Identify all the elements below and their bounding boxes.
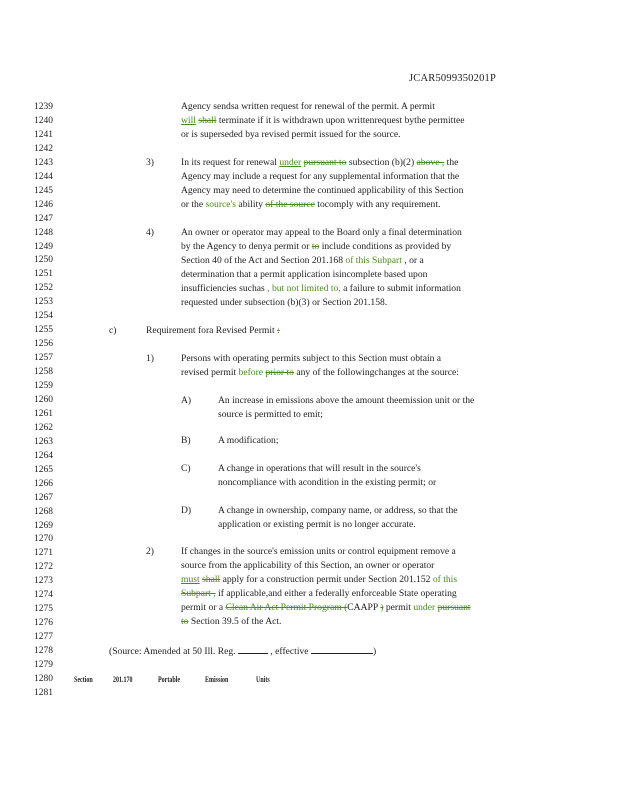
line-number: 1259 [34, 381, 53, 391]
section-heading-word: Portable [158, 675, 180, 684]
line-number: 1257 [34, 353, 53, 364]
text-line-1257: Persons with operating permits subject to this Section must obtain a [181, 353, 442, 364]
insertion: of this [432, 574, 458, 585]
blank-effective-date [311, 644, 373, 654]
deletion: of the source [265, 199, 315, 210]
list-marker-c: c) [109, 325, 117, 336]
line-number: 1270 [34, 534, 53, 545]
deletion: pursuant [437, 602, 471, 613]
line-number: 1241 [34, 129, 53, 140]
line-number: 1252 [34, 283, 53, 294]
text-line-1275 [181, 602, 471, 614]
insertion: under [279, 157, 302, 168]
line-number: 1249 [34, 241, 53, 252]
line-number: 1250 [34, 255, 53, 266]
text: In its request for renewal [181, 157, 280, 168]
text-line-1268: A change in ownership, company name, or address, so that the [218, 505, 458, 516]
line-number: 1263 [34, 436, 53, 447]
line-number: 1254 [34, 311, 53, 322]
deletion: shall [202, 574, 221, 585]
line-number: 1277 [34, 632, 53, 643]
text-line-1240 [181, 115, 465, 127]
text-line-1249 [181, 241, 451, 253]
line-number: 1267 [34, 492, 53, 503]
text-line-1243 [181, 157, 458, 169]
text: permit or a [181, 602, 226, 613]
line-number: 1269 [34, 520, 53, 531]
line-number: 1262 [34, 422, 53, 433]
line-number: 1264 [34, 450, 53, 461]
list-marker-B: B) [181, 435, 191, 446]
text-line-1276 [181, 616, 281, 628]
line-number: 1244 [34, 171, 53, 182]
text: (Source: Amended at 50 Ill. Reg. [109, 646, 238, 657]
list-marker-4: 4) [146, 227, 154, 238]
text: any of the followingchanges at the source: [293, 367, 459, 378]
text-line-1266: noncompliance with acondition in the existing permit; or [218, 477, 437, 488]
blank-reg-number [238, 644, 268, 654]
source-note [109, 644, 376, 658]
line-number: 1273 [34, 576, 53, 587]
insertion: source's [205, 199, 237, 210]
text: by the Agency to denya permit or [181, 241, 312, 252]
deletion: to [181, 616, 189, 627]
line-number: 1261 [34, 408, 53, 419]
line-number: 1279 [34, 660, 53, 670]
line-number: 1251 [34, 269, 53, 280]
text-line-1239: Agency sendsa written request for renewal of the permit. A permit [181, 101, 435, 112]
insertion: under [413, 602, 436, 613]
line-number: 1272 [34, 562, 53, 573]
text-line-1245: Agency may need to determine the continued applicability of this Section [181, 185, 464, 196]
line-number: 1248 [34, 227, 53, 238]
list-marker-1: 1) [146, 353, 154, 364]
insertion: will [181, 115, 196, 126]
text-line-1250 [181, 255, 424, 267]
deletion: shall [198, 115, 217, 126]
text-line-1263: A modification; [218, 435, 279, 446]
section-heading-word: Emission [205, 675, 229, 684]
deletion: : [277, 325, 280, 336]
text: insufficiencies suchas [181, 283, 268, 294]
section-heading-label: Section [74, 675, 93, 684]
text-line-1271: If changes in the source's emission units or control equipment remove a [181, 546, 456, 557]
text-line-1260: An increase in emissions above the amount theemission unit or the [218, 395, 475, 406]
list-marker-2: 2) [146, 546, 154, 557]
text-line-1265: A change in operations that will result in the source's [218, 463, 421, 474]
text: Requirement fora Revised Permit [146, 325, 278, 336]
text: apply for a construction permit under Section 201.152 [220, 574, 433, 585]
text: the [444, 157, 459, 168]
line-number: 1278 [34, 646, 53, 657]
line-number: 1242 [34, 143, 53, 154]
line-number: 1280 [34, 673, 53, 684]
line-number: 1276 [34, 618, 53, 629]
line-number: 1247 [34, 213, 53, 224]
line-number: 1246 [34, 199, 53, 210]
text-line-1274 [181, 588, 457, 600]
line-number: 1240 [34, 115, 53, 126]
deletion: Clean Air Act Permit Program ( [225, 602, 348, 613]
text-line-1269: application or existing permit is no longer accurate. [218, 519, 416, 530]
text-line-1261: source is permitted to emit; [218, 409, 323, 420]
text: revised permit [181, 367, 239, 378]
line-number: 1281 [34, 687, 53, 698]
text: ) [372, 646, 377, 657]
text: include conditions as provided by [319, 241, 452, 252]
deletion: to [311, 241, 320, 252]
line-number: 1253 [34, 297, 53, 308]
text-line-1248: An owner or operator may appeal to the Board only a final determination [181, 227, 462, 238]
line-number: 1256 [34, 339, 53, 350]
text-line-1253: requested under subsection (b)(3) or Section 201.158. [181, 297, 388, 308]
section-heading-number: 201.170 [113, 675, 133, 684]
line-number: 1255 [34, 325, 53, 336]
line-number: 1271 [34, 548, 53, 559]
list-marker-D: D) [181, 505, 192, 516]
deletion: Subpart , [181, 588, 216, 599]
text: subsection (b)(2) [346, 157, 417, 168]
text-line-1251: determination that a permit application isincomplete based upon [181, 269, 428, 280]
line-number: 1275 [34, 604, 53, 615]
text-line-1241: or is superseded bya revised permit issued for the source. [181, 129, 401, 140]
line-number: 1265 [34, 464, 53, 475]
insertion: of this Subpart [345, 255, 402, 266]
text: , effective [267, 646, 311, 657]
text: CAAPP [347, 602, 381, 613]
text: terminate if it is withdrawn upon writtenrequest bythe permittee [216, 115, 465, 126]
text-line-1255 [146, 325, 280, 337]
text: ability [236, 199, 266, 210]
text-line-1252 [181, 283, 461, 295]
document-id: JCAR5099350201P [409, 73, 497, 84]
text: permit [383, 602, 414, 613]
section-heading-word: Units [256, 675, 270, 684]
text-line-1258 [181, 367, 459, 379]
line-number: 1245 [34, 185, 53, 196]
insertion: , but not limited to, [267, 283, 341, 294]
line-number: 1260 [34, 394, 53, 405]
deletion: ) [380, 602, 384, 613]
line-number: 1266 [34, 478, 53, 489]
text: if applicable,and either a federally enforceable State operating [215, 588, 457, 599]
line-number: 1268 [34, 506, 53, 517]
deletion: prior to [265, 367, 294, 378]
text-line-1246 [181, 199, 440, 211]
text: a failure to submit information [340, 283, 461, 294]
text: Section 39.5 of the Act. [188, 616, 282, 627]
list-marker-C: C) [181, 463, 191, 474]
insertion: before [238, 367, 264, 378]
list-marker-A: A) [181, 395, 192, 406]
text: , or a [401, 255, 424, 266]
text: tocomply with any requirement. [314, 199, 441, 210]
text-line-1273 [181, 574, 457, 586]
text-line-1272: source from the applicability of this Section, an owner or operator [181, 560, 435, 571]
line-number: 1274 [34, 590, 53, 601]
text-line-1244: Agency may include a request for any supplemental information that the [181, 171, 460, 182]
text: Section 40 of the Act and Section 201.168 [181, 255, 346, 266]
list-marker-3: 3) [146, 157, 154, 168]
text: or the [181, 199, 206, 210]
line-number: 1243 [34, 157, 53, 168]
deletion: above , [416, 157, 445, 168]
line-number: 1258 [34, 367, 53, 378]
line-number: 1239 [34, 102, 53, 112]
deletion: pursuant to [303, 157, 347, 168]
insertion: must [181, 574, 200, 585]
